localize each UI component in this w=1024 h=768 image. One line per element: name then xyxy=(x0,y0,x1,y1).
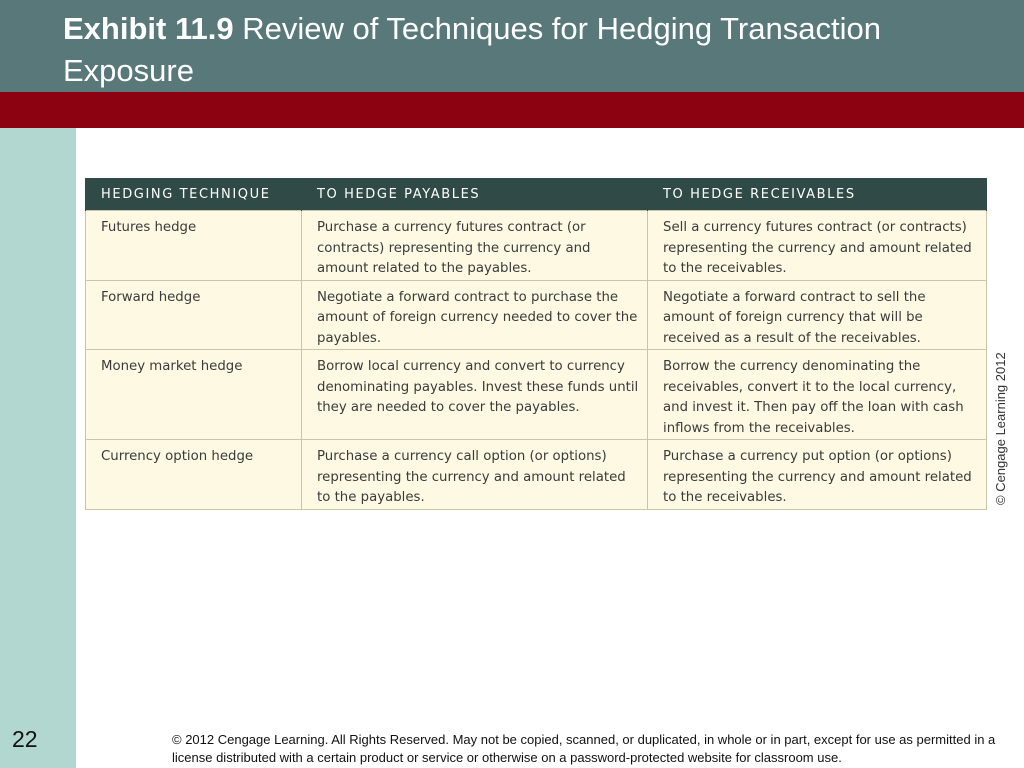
side-divider xyxy=(76,128,78,768)
column-header-payables: TO HEDGE PAYABLES xyxy=(302,178,648,211)
receivables-cell: Negotiate a forward contract to sell the amount of foreign currency that will be received as a result of the receivables. xyxy=(648,280,987,350)
hedging-table-container xyxy=(85,178,986,510)
column-header-receivables: TO HEDGE RECEIVABLES xyxy=(648,178,987,211)
table-row xyxy=(86,440,987,510)
copyright-credit-vertical: © Cengage Learning 2012 xyxy=(993,352,1008,505)
receivables-cell: Sell a currency futures contract (or contracts) representing the currency and amount related to the receivables. xyxy=(648,211,987,281)
receivables-cell: Borrow the currency denominating the receivables, convert it to the local currency, and invest it. Then pay off the loan with cash inflows from the receivables. xyxy=(648,350,987,440)
title-bar xyxy=(0,0,1024,92)
hedging-techniques-table xyxy=(85,178,987,510)
slide-number: 22 xyxy=(12,726,38,752)
payables-cell: Borrow local currency and convert to currency denominating payables. Invest these funds until they are needed to cover the payables. xyxy=(302,350,648,440)
payables-cell: Purchase a currency futures contract (or contracts) representing the currency and amount related to the payables. xyxy=(302,211,648,281)
slide-title xyxy=(63,8,1003,92)
technique-cell: Money market hedge xyxy=(86,350,302,440)
table-header-row xyxy=(86,178,987,211)
receivables-cell: Purchase a currency put option (or options) representing the currency and amount related to the receivables. xyxy=(648,440,987,510)
technique-cell: Forward hedge xyxy=(86,280,302,350)
table-row xyxy=(86,350,987,440)
table-row xyxy=(86,280,987,350)
technique-cell: Futures hedge xyxy=(86,211,302,281)
exhibit-label: Exhibit 11.9 xyxy=(63,11,234,46)
payables-cell: Negotiate a forward contract to purchase the amount of foreign currency needed to cover the payables. xyxy=(302,280,648,350)
technique-cell: Currency option hedge xyxy=(86,440,302,510)
payables-cell: Purchase a currency call option (or options) representing the currency and amount related to the payables. xyxy=(302,440,648,510)
table-row xyxy=(86,211,987,281)
title-text: Review of Techniques for Hedging Transaction Exposure xyxy=(63,11,881,88)
column-header-technique: HEDGING TECHNIQUE xyxy=(86,178,302,211)
side-panel xyxy=(0,128,76,768)
accent-bar xyxy=(0,92,1024,128)
copyright-footer: © 2012 Cengage Learning. All Rights Reserved. May not be copied, scanned, or duplicated, in whole or in part, except for use as permitted in a license distributed with a certain product or service or otherwise on a password-protected website for classroom use. xyxy=(172,732,996,765)
